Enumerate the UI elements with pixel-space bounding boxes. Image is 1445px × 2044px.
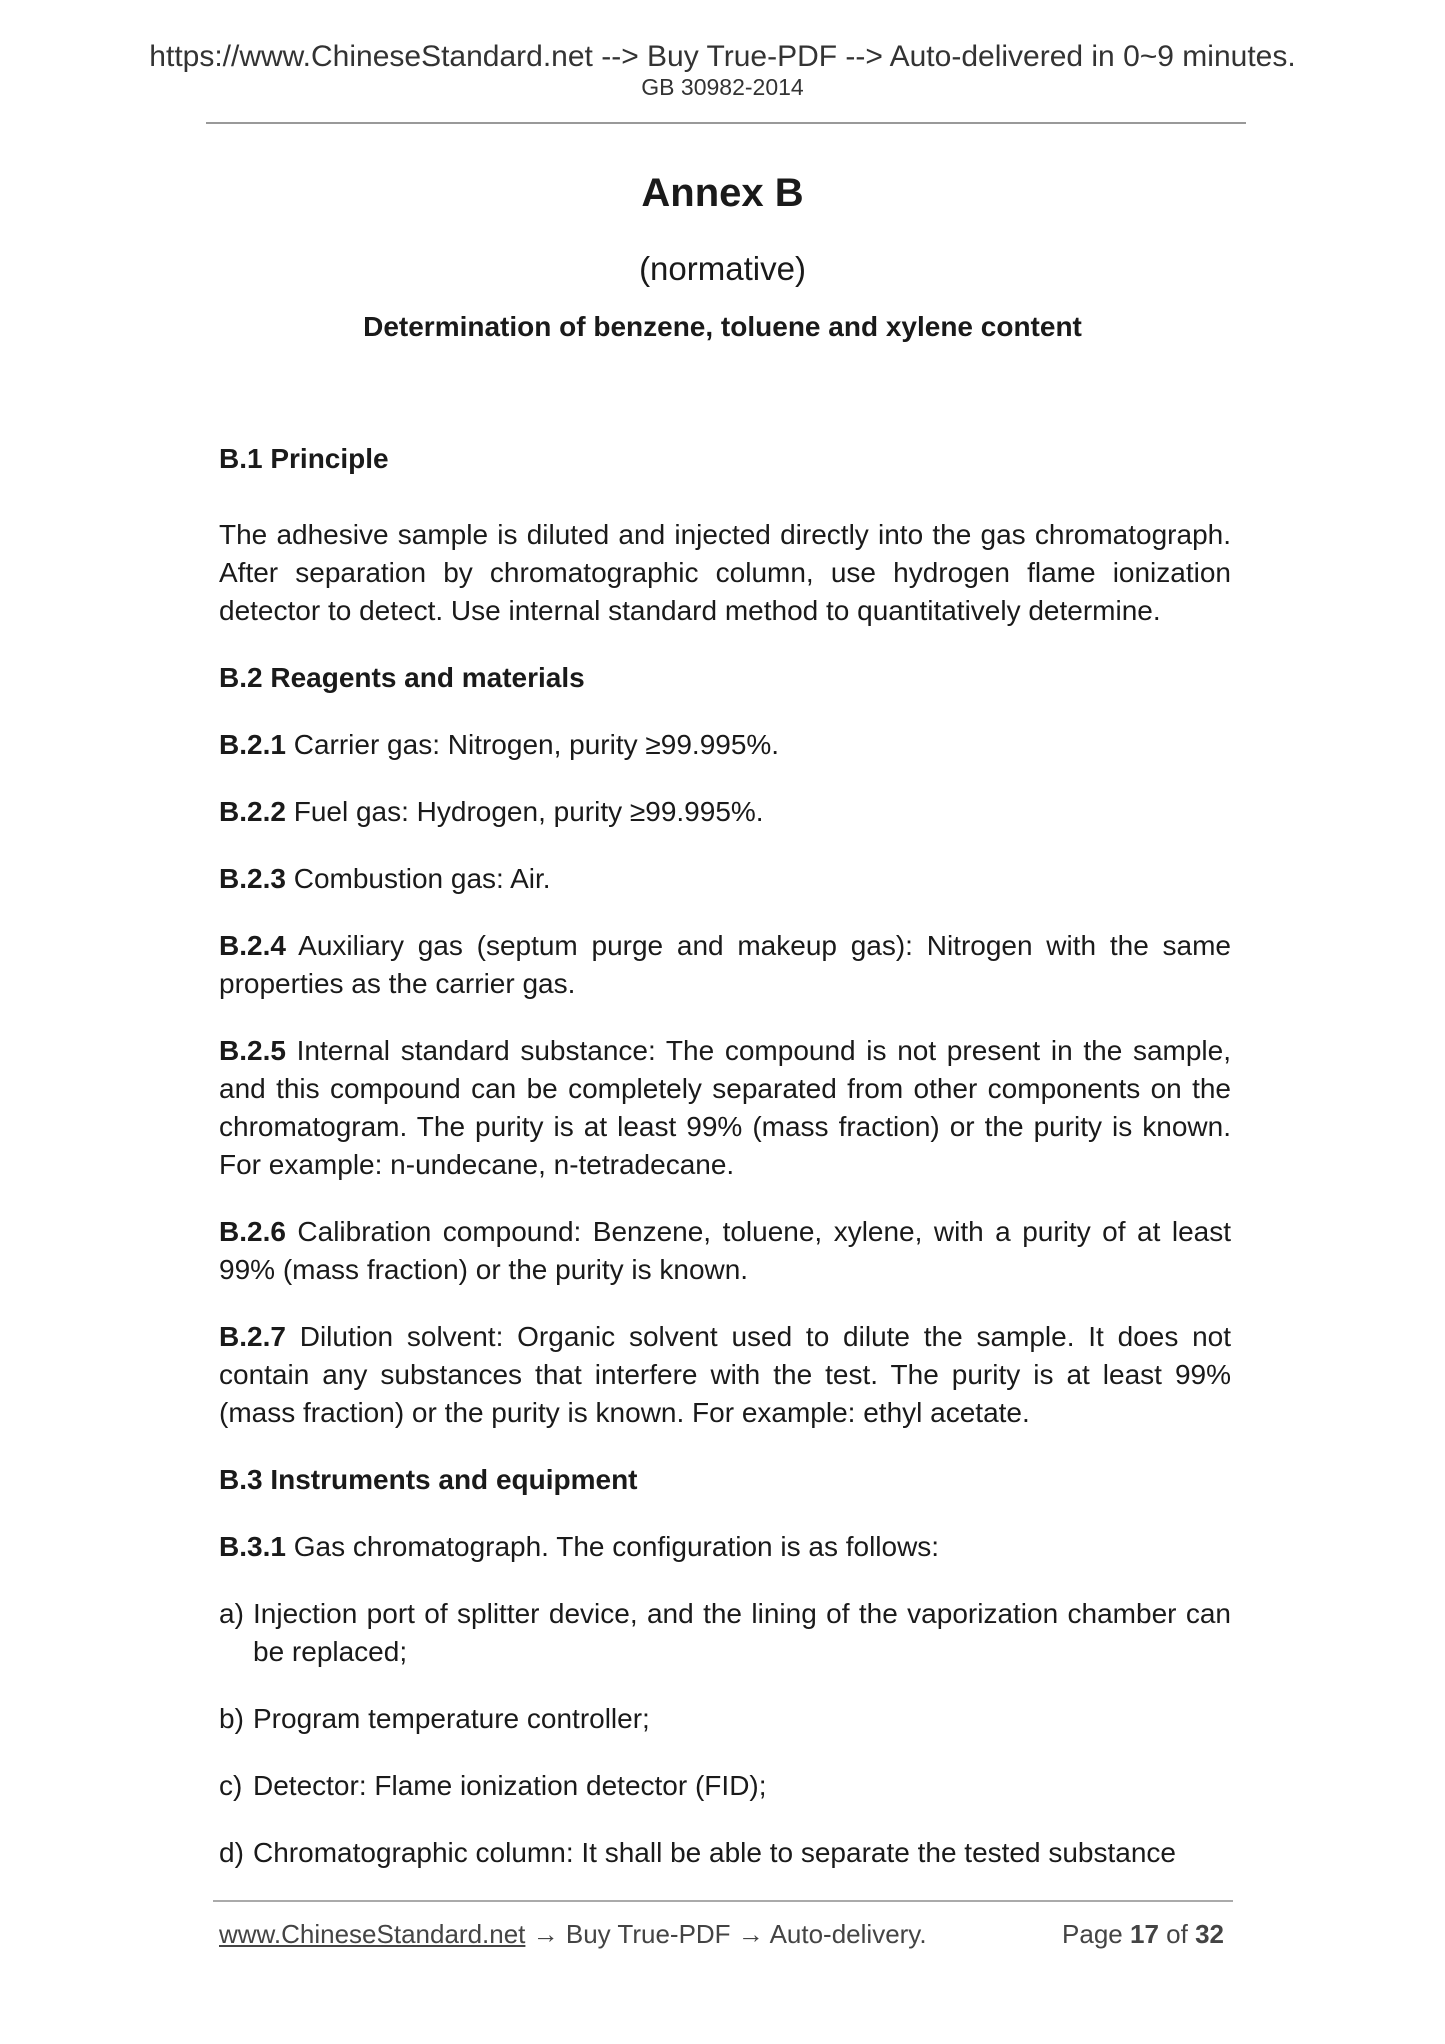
clause-text: Auxiliary gas (septum purge and makeup gas): Nitrogen with the same properties as the carrier gas.	[219, 930, 1232, 999]
clause-number: B.2.2	[219, 796, 286, 827]
clause-b2-2	[219, 793, 1231, 831]
clause-b2-7	[219, 1318, 1231, 1432]
list-marker: d)	[219, 1837, 244, 1868]
clause-b2-5	[219, 1032, 1231, 1184]
list-item-b	[219, 1700, 1231, 1738]
clause-number: B.2.1	[219, 729, 286, 760]
standard-code: GB 30982-2014	[641, 74, 804, 100]
clause-text: Combustion gas: Air.	[293, 863, 551, 894]
clause-text: Fuel gas: Hydrogen, purity ≥99.995%.	[293, 796, 764, 827]
annex-subject: Determination of benzene, toluene and xylene content	[363, 311, 1082, 342]
list-item-c	[219, 1767, 1231, 1805]
footer-divider	[213, 1900, 1233, 1902]
clause-b2-4	[219, 927, 1231, 1003]
clause-number: B.2.6	[219, 1216, 286, 1247]
list-item-text: Chromatographic column: It shall be able to separate the tested substance	[253, 1837, 1176, 1868]
clause-text: Carrier gas: Nitrogen, purity ≥99.995%.	[293, 729, 780, 760]
page-number: 17	[1130, 1919, 1159, 1949]
list-item-text: Detector: Flame ionization detector (FID);	[253, 1770, 767, 1801]
clause-b2-1	[219, 726, 1231, 764]
clause-text: Dilution solvent: Organic solvent used to dilute the sample. It does not contain any substances that interfere with the test. The purity is at least 99% (mass fraction) or the purity is known. For example: ethyl acetate.	[219, 1321, 1232, 1428]
list-item-a	[219, 1595, 1231, 1671]
clause-text: Calibration compound: Benzene, toluene, xylene, with a purity of at least 99% (mass fraction) or the purity is known.	[219, 1216, 1231, 1285]
list-marker: b)	[219, 1703, 244, 1734]
clause-number: B.2.5	[219, 1035, 286, 1066]
principle-paragraph: The adhesive sample is diluted and injected directly into the gas chromatograph. After separation by chromatographic column, use hydrogen flame ionization detector to detect. Use internal standard method to quantitatively determine.	[219, 519, 1231, 626]
list-marker: c)	[219, 1770, 243, 1801]
clause-number: B.2.3	[219, 863, 286, 894]
clause-number: B.2.7	[219, 1321, 286, 1352]
document-body	[219, 440, 1231, 1901]
header-divider	[206, 122, 1246, 124]
clause-number: B.2.4	[219, 930, 286, 961]
clause-text: Gas chromatograph. The configuration is as follows:	[293, 1531, 940, 1562]
list-item-text: Injection port of splitter device, and the lining of the vaporization chamber can be replaced;	[253, 1598, 1231, 1667]
annex-title: Annex B	[641, 171, 804, 215]
footer-promo	[219, 1918, 927, 1950]
source-banner: https://www.ChineseStandard.net --> Buy True-PDF --> Auto-delivered in 0~9 minutes.	[149, 40, 1296, 73]
clause-b2-3	[219, 860, 1231, 898]
clause-number: B.3.1	[219, 1531, 286, 1562]
page-total: 32	[1195, 1919, 1224, 1949]
section-heading-b3: B.3 Instruments and equipment	[219, 1464, 638, 1495]
section-heading-b1: B.1 Principle	[219, 443, 389, 474]
clause-text: Internal standard substance: The compound is not present in the sample, and this compound can be completely separated from other components on the chromatogram. The purity is at least 99% (mass fraction) or the purity is known. For example: n-undecane, n-tetradecane.	[219, 1035, 1231, 1180]
list-item-text: Program temperature controller;	[253, 1703, 650, 1734]
annex-type: (normative)	[639, 250, 806, 287]
list-marker: a)	[219, 1598, 244, 1629]
clause-b2-6	[219, 1213, 1231, 1289]
footer-site-link[interactable]: www.ChineseStandard.net	[219, 1919, 526, 1949]
list-item-d	[219, 1834, 1231, 1872]
page-word: Page	[1062, 1919, 1123, 1949]
of-word: of	[1166, 1919, 1188, 1949]
clause-b3-1	[219, 1528, 1231, 1566]
footer-tagline: → Buy True-PDF → Auto-delivery.	[525, 1919, 927, 1949]
section-heading-b2: B.2 Reagents and materials	[219, 662, 585, 693]
page-indicator	[1062, 1918, 1224, 1950]
